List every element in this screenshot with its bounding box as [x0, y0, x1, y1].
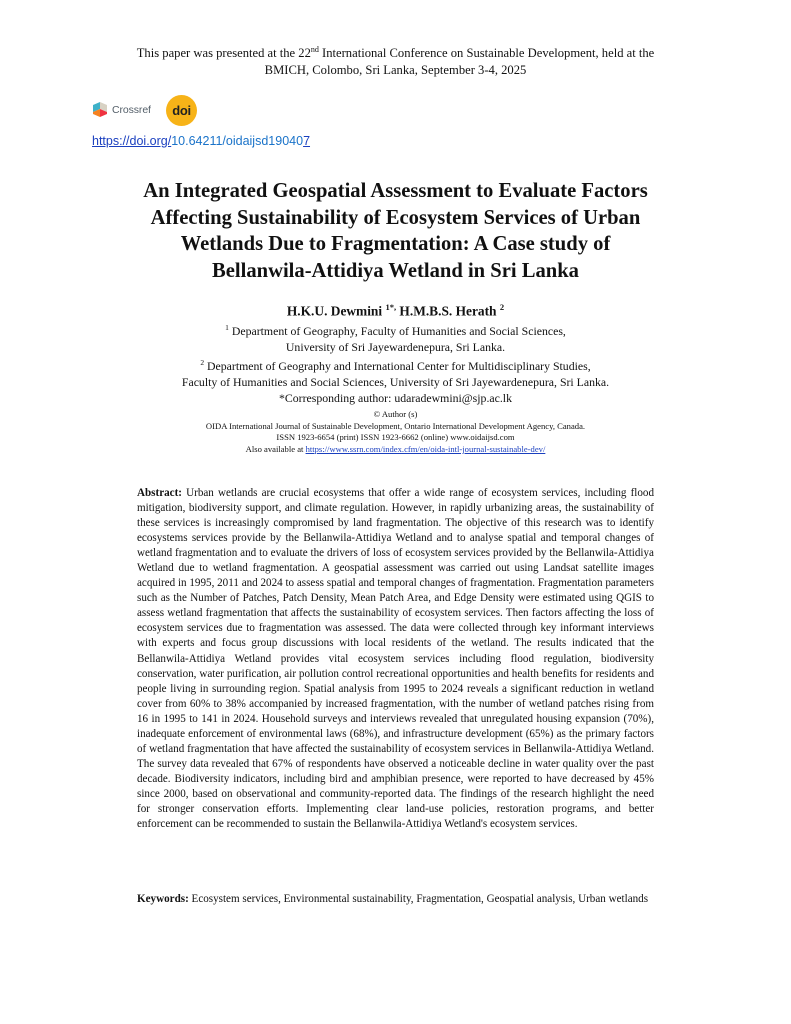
availability-prefix: Also available at: [245, 443, 306, 454]
conference-note-text-cont: International Conference on Sustainable Development, held at the: [318, 46, 655, 60]
crossref-logo: [92, 101, 151, 118]
abstract: [137, 486, 654, 832]
affiliation-line: [60, 355, 731, 375]
keywords: [137, 892, 654, 907]
availability-line: [60, 444, 731, 456]
doi-label: doi: [172, 103, 191, 118]
title-line: Wetlands Due to Fragmentation: A Case study of: [180, 233, 611, 255]
issn-line: ISSN 1923-6654 (print) ISSN 1923-6662 (online) www.oidaijsd.com: [276, 432, 515, 443]
copyright-line: © Author (s): [373, 409, 418, 419]
doi-link-last-char[interactable]: 7: [303, 134, 311, 148]
journal-line: OIDA International Journal of Sustainable Development, Ontario International Development Agency, Canada.: [205, 420, 586, 431]
doi-logo: [166, 95, 197, 126]
publisher-logos: [92, 100, 232, 122]
title-line: An Integrated Geospatial Assessment to Evaluate Factors: [143, 180, 648, 202]
affiliation-line: [60, 320, 731, 340]
author-affiliation-mark: 1*,: [385, 302, 397, 312]
keywords-text: Ecosystem services, Environmental sustainability, Fragmentation, Geospatial analysis, Urban wetlands: [188, 893, 649, 905]
conference-note-line2: BMICH, Colombo, Sri Lanka, September 3-4, 2025: [264, 63, 527, 77]
crossref-label: Crossref: [112, 103, 151, 116]
conference-note-line1: [60, 45, 731, 62]
author-affiliation-mark: 2: [499, 302, 505, 312]
ordinal-superscript: nd: [310, 44, 319, 54]
author-name: H.M.B.S. Herath: [396, 303, 500, 319]
author-name: H.K.U. Dewmini: [286, 303, 386, 319]
affiliation-number: 1: [225, 323, 229, 332]
affiliation-number: 2: [200, 358, 205, 368]
title-line: Bellanwila-Attidiya Wetland in Sri Lanka: [212, 259, 579, 282]
conference-note-text: This paper was presented at the 22: [136, 46, 311, 60]
crossref-icon: [92, 101, 109, 118]
license-block: [60, 409, 731, 455]
conference-note: [60, 45, 731, 79]
corresponding-author: *Corresponding author: udaradewmini@sjp.ac.lk: [279, 390, 512, 405]
author-list: [0, 302, 791, 319]
abstract-label: Abstract:: [137, 487, 182, 499]
doi-link-id[interactable]: 10.64211/oidaijsd19040: [171, 134, 304, 148]
doi-link[interactable]: [92, 134, 310, 148]
affiliation-line: Faculty of Humanities and Social Sciences, University of Sri Jayewardenepura, Sri Lanka.: [181, 374, 610, 389]
keywords-label: Keywords:: [137, 893, 189, 905]
affiliation-line: University of Sri Jayewardenepura, Sri Lanka.: [285, 339, 506, 354]
ssrn-link[interactable]: https://www.ssrn.com/index.cfm/en/oida-intl-journal-sustainable-dev/: [305, 443, 546, 454]
title-line: Affecting Sustainability of Ecosystem Services of Urban: [150, 206, 641, 229]
abstract-text: Urban wetlands are crucial ecosystems that offer a wide range of ecosystem services, including flood mitigation, biodiversity support, and climate regulation. However, in rapidly urbanizing areas, the sustainability of these services is increasingly compromised by land fragmentation. The objective of this research was to identify ecosystems services provide by the Bellanwila-Attidiya Wetland and to analyse spatial and temporal changes of wetland fragmentation and to evaluate the drivers of loss of ecosystem services provided by the Bellanwila-Attidiya Wetland due to wetland fragmentation. A geospatial assessment was carried out using Landsat satellite images acquired in 1995, 2011 and 2024 to assess spatial and temporal changes of fragmentation. Fragmentation parameters such as the Number of Patches, Patch Density, Mean Patch Area, and Edge Density were estimated using QGIS to assess wetland fragmentation that affects the sustainability of ecosystem services. Then factors affecting the loss of ecosystem services due to fragmentation was assessed. The data were collected through key informant interviews with experts and focus group discussions with local residents of the wetland. The results indicated that the Bellanwila-Attidiya Wetland provides vital ecosystem services including flood regulation, biodiversity conservation, water purification, air pollution control recreational opportunities and health benefits for residents and people living in surrounding region. Spatial analysis from 1995 to 2024 reveals a significant reduction in wetland cover from 60% to 38% accompanied by increased fragmentation, with the number of wetland patches rising from 16 in 1995 to 141 in 2024. Household surveys and interviews revealed that unregulated housing expansion (70%), inadequate enforcement of environmental laws (68%), and infrastructure development (65%) as the primary factors of wetland fragmentation that have affected the sustainability of ecosystem services in Bellanwila-Attidiya Wetland. The survey data revealed that 67% of respondents have observed a noticeable decline in water quality over the past decade. Biodiversity indicators, including bird and amphibian presence, were reported to have decreased by 45% since 2000, based on observational and community-reported data. The findings of the research highlight the need for stronger conservation efforts. Implementing clear land-use policies, restoration programs, and better enforcement can be recommended to sustain the Bellanwila-Attidiya Wetland's ecosystem services.: [137, 487, 654, 831]
affiliation-text: Department of Geography and International Center for Multidisciplinary Studies,: [204, 359, 591, 374]
paper-title: [70, 178, 721, 284]
affiliation-text: Department of Geography, Faculty of Humanities and Social Sciences,: [228, 323, 566, 338]
affiliations: [60, 320, 731, 406]
doi-link-base[interactable]: https://doi.org/: [92, 134, 172, 148]
